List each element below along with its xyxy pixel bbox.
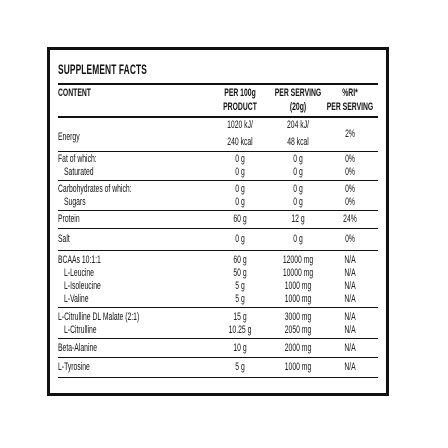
fat-saturated-ri: 0% (345, 166, 355, 178)
carbs-sugars-ri: 0% (345, 196, 355, 208)
bcaa-valine-serving: 1000 mg (284, 293, 312, 305)
energy-ri: 2% (345, 128, 355, 140)
carbs-sugars-per100: 0 g (235, 196, 245, 208)
row-divider (58, 210, 378, 211)
citrulline-malate-ri: N/A (344, 311, 356, 323)
panel-title: SUPPLEMENT FACTS (58, 62, 147, 77)
carbs-per100: 0 g (235, 183, 245, 195)
citrulline-label: L-Citrulline (64, 324, 97, 336)
citrulline-malate-label: L-Citrulline DL Malate (2:1) (58, 311, 140, 323)
bcaa-valine-ri: N/A (344, 293, 356, 305)
fat-per100: 0 g (235, 153, 245, 165)
row-divider (58, 357, 378, 358)
bcaa-leucine-label: L-Leucine (64, 267, 94, 279)
salt-ri: 0% (345, 233, 355, 245)
row-divider (58, 307, 378, 308)
supplement-facts-panel (47, 47, 389, 396)
bcaa-isoleucine-per100: 5 g (235, 280, 245, 292)
header-divider (58, 116, 378, 118)
row-divider (58, 228, 378, 229)
carbs-sugars-serving: 0 g (293, 196, 303, 208)
header-ri: %RI* (342, 87, 358, 99)
fat-ri: 0% (345, 153, 355, 165)
protein-ri: 24% (343, 213, 357, 225)
carbs-serving: 0 g (293, 183, 303, 195)
energy-serving-kcal: 48 kcal (287, 136, 309, 148)
beta-alanine-ri: N/A (344, 342, 356, 354)
fat-serving: 0 g (293, 153, 303, 165)
fat-saturated-per100: 0 g (235, 166, 245, 178)
header-content: CONTENT (58, 87, 91, 99)
beta-alanine-per100: 10 g (233, 342, 247, 354)
header-ri-per-serving: PER SERVING (326, 101, 374, 113)
header-per-serving: PER SERVING (274, 87, 322, 99)
bcaa-isoleucine-ri: N/A (344, 280, 356, 292)
header-per100: PER 100g (224, 87, 256, 99)
bcaa-label: BCAAs 10:1:1 (58, 254, 101, 266)
protein-per100: 60 g (233, 213, 247, 225)
citrulline-malate-per100: 15 g (233, 311, 247, 323)
energy-per100-kj: 1020 kJ/ (227, 119, 253, 131)
citrulline-ri: N/A (344, 324, 356, 336)
carbs-label: Carbohydrates of which: (58, 183, 132, 195)
fat-label: Fat of which: (58, 153, 97, 165)
row-divider (58, 377, 378, 378)
energy-per100-kcal: 240 kcal (227, 136, 253, 148)
salt-per100: 0 g (235, 233, 245, 245)
bcaa-valine-per100: 5 g (235, 293, 245, 305)
tyrosine-serving: 1000 mg (284, 361, 312, 373)
row-divider (58, 180, 378, 181)
protein-serving: 12 g (291, 213, 305, 225)
bcaa-isoleucine-serving: 1000 mg (284, 280, 312, 292)
header-serving-size: (20g) (289, 101, 307, 113)
protein-label: Protein (58, 213, 80, 225)
bcaa-serving: 12000 mg (282, 254, 314, 266)
bcaa-isoleucine-label: L-Isoleucine (64, 280, 101, 292)
header-per100-product: PRODUCT (223, 101, 257, 113)
citrulline-per100: 10.25 g (228, 324, 252, 336)
bcaa-leucine-serving: 10000 mg (282, 267, 314, 279)
row-divider (58, 338, 378, 339)
carbs-ri: 0% (345, 183, 355, 195)
energy-label: Energy (58, 131, 80, 143)
fat-saturated-label: Saturated (64, 166, 94, 178)
tyrosine-label: L-Tyrosine (58, 361, 90, 373)
salt-label: Salt (58, 233, 70, 245)
row-divider (58, 250, 378, 251)
tyrosine-ri: N/A (344, 361, 356, 373)
bcaa-leucine-ri: N/A (344, 267, 356, 279)
row-divider (58, 151, 378, 152)
citrulline-serving: 2050 mg (284, 324, 312, 336)
energy-serving-kj: 204 kJ/ (287, 119, 309, 131)
bcaa-valine-label: L-Valine (64, 293, 89, 305)
fat-saturated-serving: 0 g (293, 166, 303, 178)
salt-serving: 0 g (293, 233, 303, 245)
beta-alanine-serving: 2000 mg (284, 342, 312, 354)
carbs-sugars-label: Sugars (64, 196, 86, 208)
title-divider (58, 83, 378, 85)
tyrosine-per100: 5 g (235, 361, 245, 373)
citrulline-malate-serving: 3000 mg (284, 311, 312, 323)
bcaa-leucine-per100: 50 g (233, 267, 247, 279)
bcaa-per100: 60 g (233, 254, 247, 266)
beta-alanine-label: Beta-Alanine (58, 342, 98, 354)
bcaa-ri: N/A (344, 254, 356, 266)
